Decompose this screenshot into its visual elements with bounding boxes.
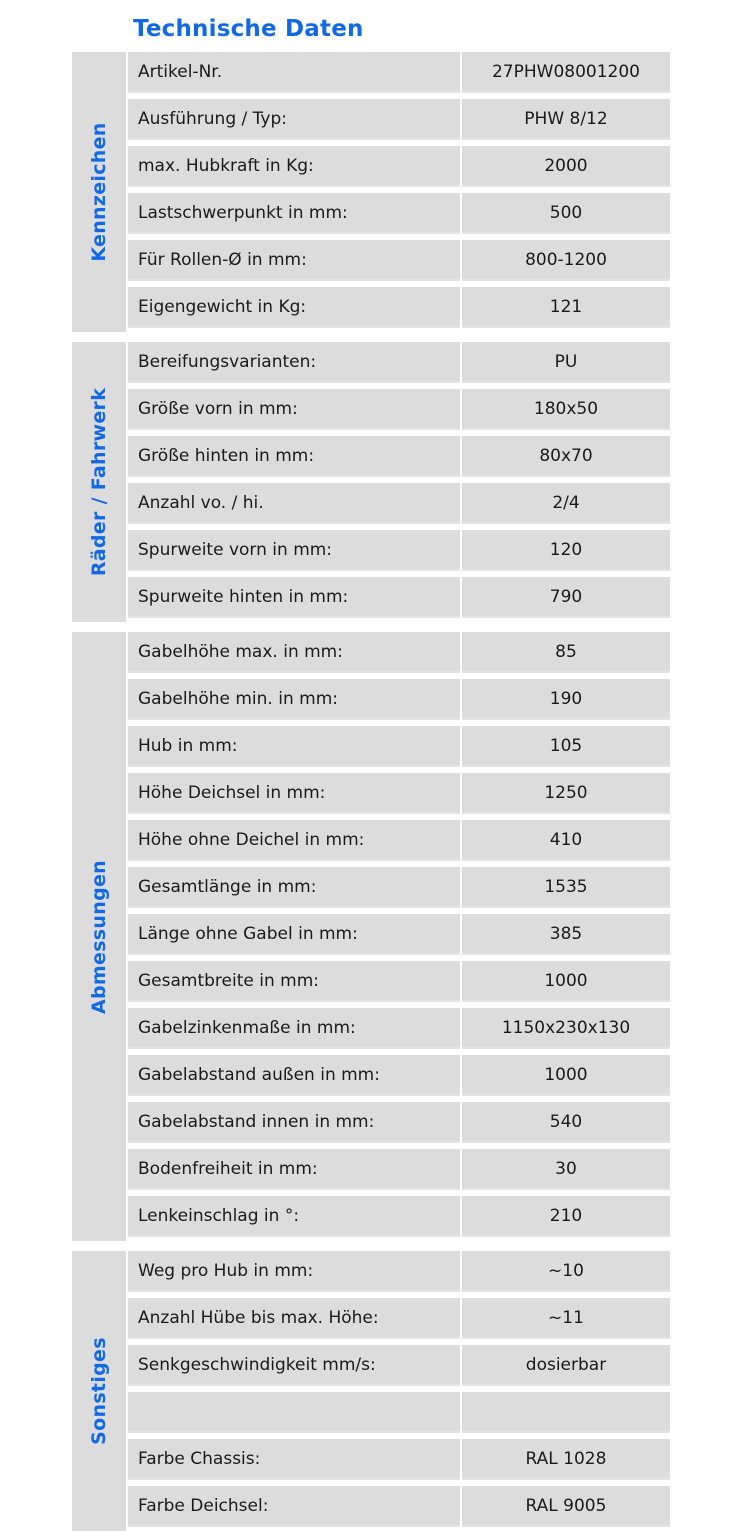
table-row <box>126 99 670 146</box>
table-row <box>126 1196 670 1241</box>
spec-section <box>72 52 670 332</box>
spec-value-cell: 2/4 <box>462 483 670 524</box>
spec-value-cell: 80x70 <box>462 436 670 477</box>
section-rows <box>126 52 670 332</box>
spec-label-cell: Bodenfreiheit in mm: <box>128 1149 460 1190</box>
spec-label-cell: Gabelzinkenmaße in mm: <box>128 1008 460 1049</box>
section-label-text: Sonstiges <box>88 1337 110 1445</box>
section-label <box>72 1251 126 1531</box>
spec-label-cell: Gabelhöhe max. in mm: <box>128 632 460 673</box>
spec-value-cell: 105 <box>462 726 670 767</box>
spec-value-cell: 180x50 <box>462 389 670 430</box>
section-rows <box>126 342 670 622</box>
spec-label-cell: Gabelhöhe min. in mm: <box>128 679 460 720</box>
table-row <box>126 1486 670 1531</box>
spec-label-cell: Lastschwerpunkt in mm: <box>128 193 460 234</box>
table-row <box>126 1149 670 1196</box>
spec-table <box>72 52 670 1531</box>
table-row <box>126 1102 670 1149</box>
page-title: Technische Daten <box>133 16 364 42</box>
table-row <box>126 1439 670 1486</box>
table-row <box>126 1392 670 1439</box>
section-rows <box>126 632 670 1241</box>
section-label-text: Räder / Fahrwerk <box>88 387 110 577</box>
spec-value-cell <box>462 1392 670 1433</box>
spec-label-cell: Eigengewicht in Kg: <box>128 287 460 328</box>
spec-value-cell: PHW 8/12 <box>462 99 670 140</box>
table-row <box>126 577 670 622</box>
spec-label-cell: Gesamtlänge in mm: <box>128 867 460 908</box>
spec-label-cell: Spurweite vorn in mm: <box>128 530 460 571</box>
spec-label-cell: Lenkeinschlag in °: <box>128 1196 460 1237</box>
spec-label-cell: Bereifungsvarianten: <box>128 342 460 383</box>
spec-value-cell: 410 <box>462 820 670 861</box>
table-row <box>126 726 670 773</box>
table-row <box>126 52 670 99</box>
spec-value-cell: 27PHW08001200 <box>462 52 670 93</box>
spec-label-cell: Gabelabstand außen in mm: <box>128 1055 460 1096</box>
table-row <box>126 389 670 436</box>
spec-value-cell: 121 <box>462 287 670 328</box>
spec-label-cell: Farbe Deichsel: <box>128 1486 460 1527</box>
spec-value-cell: 120 <box>462 530 670 571</box>
table-row <box>126 961 670 1008</box>
section-label-text: Kennzeichen <box>88 122 110 262</box>
section-label <box>72 342 126 622</box>
spec-value-cell: 1150x230x130 <box>462 1008 670 1049</box>
table-row <box>126 193 670 240</box>
section-label <box>72 52 126 332</box>
spec-section <box>72 632 670 1241</box>
table-row <box>126 632 670 679</box>
table-row <box>126 483 670 530</box>
table-row <box>126 1251 670 1298</box>
spec-label-cell: Anzahl Hübe bis max. Höhe: <box>128 1298 460 1339</box>
spec-value-cell: 540 <box>462 1102 670 1143</box>
spec-value-cell: ~11 <box>462 1298 670 1339</box>
table-row <box>126 240 670 287</box>
spec-value-cell: RAL 9005 <box>462 1486 670 1527</box>
spec-value-cell: 800-1200 <box>462 240 670 281</box>
section-label <box>72 632 126 1241</box>
table-row <box>126 820 670 867</box>
table-row <box>126 679 670 726</box>
table-row <box>126 773 670 820</box>
table-row <box>126 914 670 961</box>
spec-label-cell: Größe vorn in mm: <box>128 389 460 430</box>
spec-value-cell: ~10 <box>462 1251 670 1292</box>
spec-label-cell: Ausführung / Typ: <box>128 99 460 140</box>
spec-label-cell <box>128 1392 460 1433</box>
table-row <box>126 867 670 914</box>
table-row <box>126 1055 670 1102</box>
spec-label-cell: Anzahl vo. / hi. <box>128 483 460 524</box>
spec-value-cell: RAL 1028 <box>462 1439 670 1480</box>
table-row <box>126 146 670 193</box>
spec-value-cell: PU <box>462 342 670 383</box>
spec-value-cell: 500 <box>462 193 670 234</box>
spec-label-cell: Länge ohne Gabel in mm: <box>128 914 460 955</box>
table-row <box>126 287 670 332</box>
spec-value-cell: 85 <box>462 632 670 673</box>
table-row <box>126 530 670 577</box>
spec-value-cell: 30 <box>462 1149 670 1190</box>
spec-value-cell: dosierbar <box>462 1345 670 1386</box>
spec-label-cell: Farbe Chassis: <box>128 1439 460 1480</box>
spec-label-cell: Gesamtbreite in mm: <box>128 961 460 1002</box>
spec-value-cell: 2000 <box>462 146 670 187</box>
spec-value-cell: 1000 <box>462 1055 670 1096</box>
spec-label-cell: Hub in mm: <box>128 726 460 767</box>
section-label-text: Abmessungen <box>88 859 110 1014</box>
spec-section <box>72 1251 670 1531</box>
spec-label-cell: Größe hinten in mm: <box>128 436 460 477</box>
spec-label-cell: Senkgeschwindigkeit mm/s: <box>128 1345 460 1386</box>
table-row <box>126 1298 670 1345</box>
spec-value-cell: 210 <box>462 1196 670 1237</box>
spec-value-cell: 385 <box>462 914 670 955</box>
spec-label-cell: Höhe ohne Deichel in mm: <box>128 820 460 861</box>
spec-label-cell: Spurweite hinten in mm: <box>128 577 460 618</box>
table-row <box>126 1345 670 1392</box>
spec-section <box>72 342 670 622</box>
table-row <box>126 342 670 389</box>
spec-label-cell: Artikel-Nr. <box>128 52 460 93</box>
table-row <box>126 436 670 483</box>
spec-label-cell: Weg pro Hub in mm: <box>128 1251 460 1292</box>
spec-label-cell: max. Hubkraft in Kg: <box>128 146 460 187</box>
table-row <box>126 1008 670 1055</box>
spec-value-cell: 1250 <box>462 773 670 814</box>
spec-value-cell: 1000 <box>462 961 670 1002</box>
spec-value-cell: 190 <box>462 679 670 720</box>
spec-label-cell: Höhe Deichsel in mm: <box>128 773 460 814</box>
spec-value-cell: 790 <box>462 577 670 618</box>
spec-label-cell: Für Rollen-Ø in mm: <box>128 240 460 281</box>
spec-value-cell: 1535 <box>462 867 670 908</box>
spec-label-cell: Gabelabstand innen in mm: <box>128 1102 460 1143</box>
section-rows <box>126 1251 670 1531</box>
